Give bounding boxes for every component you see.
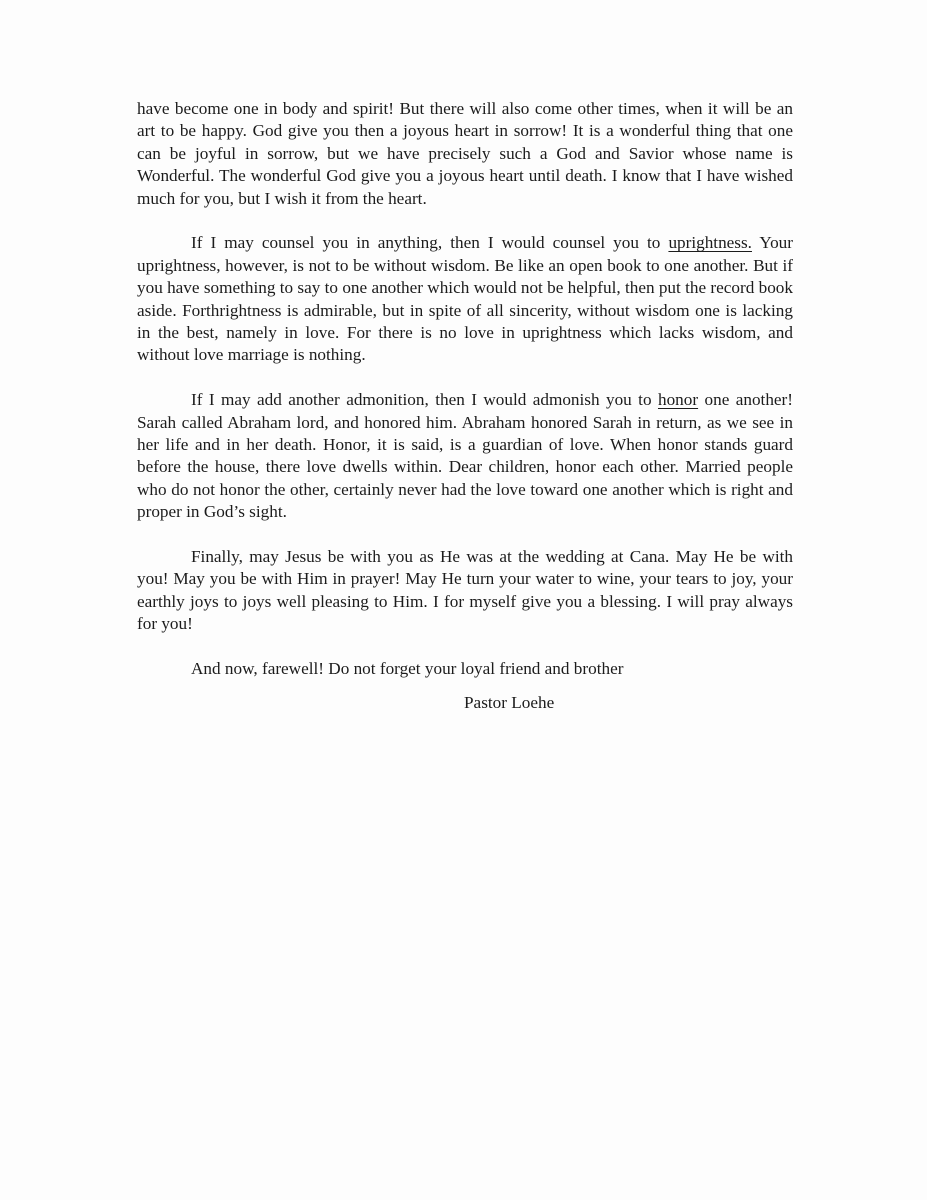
letter-body	[137, 98, 793, 714]
underlined-word-honor: honor	[657, 390, 699, 410]
paragraph-text: If I may counsel you in anything, then I would counsel you to	[191, 233, 669, 253]
paragraph-honor	[137, 389, 793, 523]
signature: Pastor Loehe	[464, 692, 555, 712]
paragraph-blessing	[137, 546, 793, 636]
paragraph-text: Finally, may Jesus be with you as He was at the wedding at Cana. May He be with you! May you be with Him in prayer! May He turn your water to wine, your tears to joy, your earthly joys to joys well pleasing to Him. I for myself give you a blessing. I will pray always for you!	[137, 547, 793, 634]
paragraph-uprightness	[137, 232, 793, 366]
paragraph-text: If I may add another admonition, then I would admonish you to	[191, 390, 658, 410]
paragraph-text: one another! Sarah called Abraham lord, and honored him. Abraham honored Sarah in return, as we see in her life and in her death. Honor, it is said, is a guardian of love. When honor stands guard before the house, there love dwells within. Dear children, honor each other. Married people who do not honor the other, certainly never had the love toward one another which is right and proper in God’s sight.	[137, 390, 794, 522]
farewell-line: And now, farewell! Do not forget your loyal friend and brother	[191, 659, 624, 679]
paragraph-text: have become one in body and spirit! But there will also come other times, when it will be an art to be happy. God give you then a joyous heart in sorrow! It is a wonderful thing that one can be joyful in sorrow, but we have precisely such a God and Savior whose name is Wonderful. The wonderful God give you a joyous heart until death. I know that I have wished much for you, but I wish it from the heart.	[137, 99, 793, 208]
paragraph-text: Your uprightness, however, is not to be without wisdom. Be like an open book to one another. But if you have something to say to one another which would not be helpful, then put the record book aside. Forthrightness is admirable, but in spite of all sincerity, without wisdom one is lacking in the best, namely in love. For there is no love in uprightness which lacks wisdom, and without love marriage is nothing.	[137, 233, 793, 365]
underlined-word-uprightness: uprightness.	[668, 233, 752, 253]
paragraph-closing-wishes	[137, 98, 793, 210]
